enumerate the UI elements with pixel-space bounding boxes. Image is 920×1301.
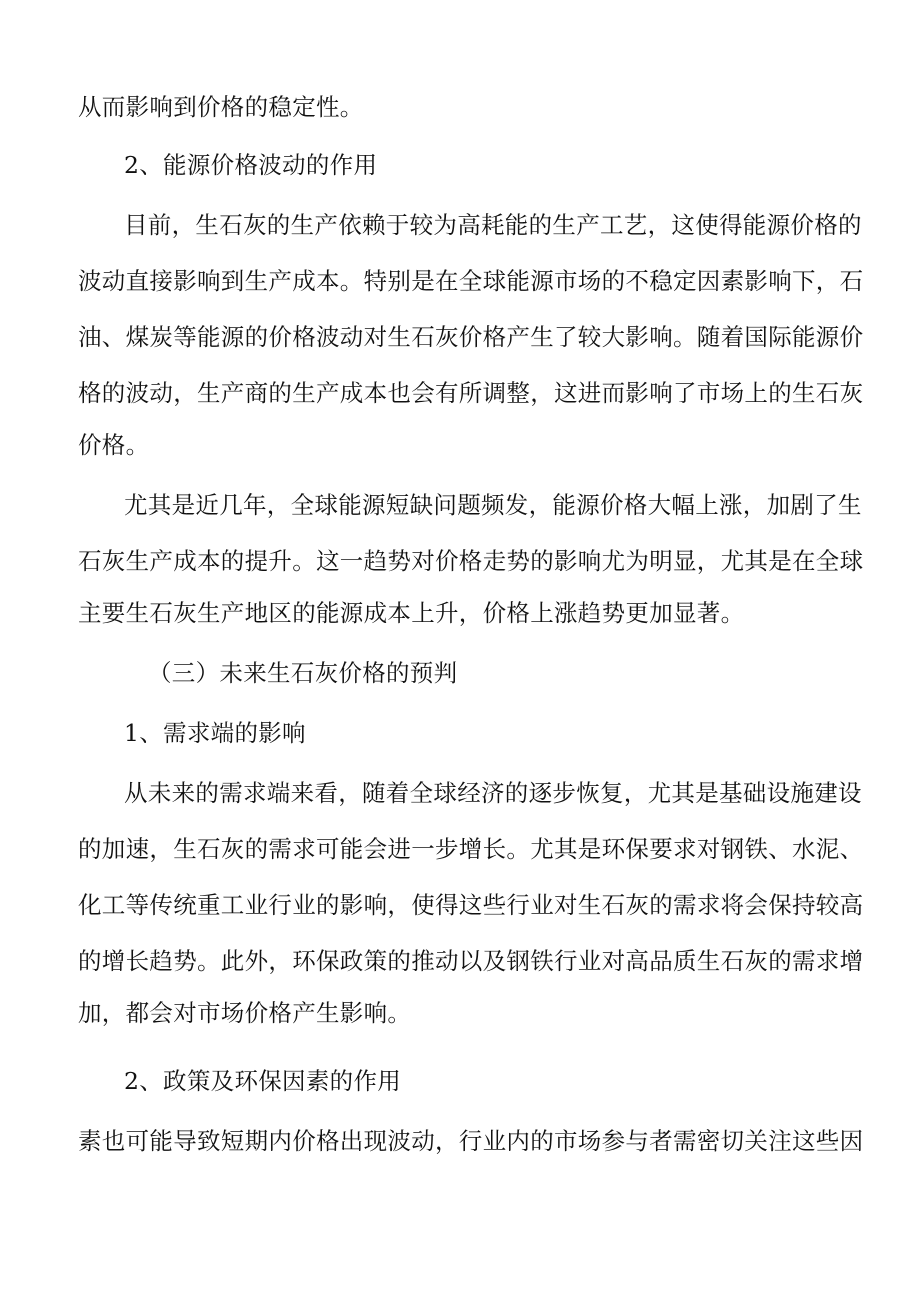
paragraph-line: 从未来的需求端来看，随着全球经济的逐步恢复，尤其是基础设施建设 bbox=[124, 779, 862, 807]
paragraph-line: 加，都会对市场价格产生影响。 bbox=[78, 999, 412, 1027]
section-heading: 2、能源价格波动的作用 bbox=[124, 151, 378, 179]
section-heading: （三）未来生石灰价格的预判 bbox=[148, 659, 458, 687]
section-heading: 2、政策及环保因素的作用 bbox=[124, 1067, 402, 1095]
paragraph-line: 主要生石灰生产地区的能源成本上升，价格上涨趋势更加显著。 bbox=[78, 599, 745, 627]
paragraph-line: 化工等传统重工业行业的影响，使得这些行业对生石灰的需求将会保持较高 bbox=[78, 891, 864, 919]
paragraph-line: 从而影响到价格的稳定性。 bbox=[78, 93, 364, 121]
paragraph-line: 的增长趋势。此外，环保政策的推动以及钢铁行业对高品质生石灰的需求增 bbox=[78, 947, 864, 975]
paragraph-line: 格的波动，生产商的生产成本也会有所调整，这进而影响了市场上的生石灰 bbox=[78, 379, 864, 407]
paragraph-line: 波动直接影响到生产成本。特别是在全球能源市场的不稳定因素影响下，石 bbox=[78, 267, 864, 295]
section-heading: 1、需求端的影响 bbox=[124, 719, 306, 747]
paragraph-line: 目前，生石灰的生产依赖于较为高耗能的生产工艺，这使得能源价格的 bbox=[124, 211, 862, 239]
paragraph-line: 的加速，生石灰的需求可能会进一步增长。尤其是环保要求对钢铁、水泥、 bbox=[78, 835, 864, 863]
paragraph-line: 油、煤炭等能源的价格波动对生石灰价格产生了较大影响。随着国际能源价 bbox=[78, 323, 864, 351]
paragraph-line: 尤其是近几年，全球能源短缺问题频发，能源价格大幅上涨，加剧了生 bbox=[124, 491, 862, 519]
paragraph-line: 价格。 bbox=[78, 431, 150, 459]
paragraph-line: 素也可能导致短期内价格出现波动，行业内的市场参与者需密切关注这些因 bbox=[78, 1127, 864, 1155]
paragraph-line: 石灰生产成本的提升。这一趋势对价格走势的影响尤为明显，尤其是在全球 bbox=[78, 547, 864, 575]
